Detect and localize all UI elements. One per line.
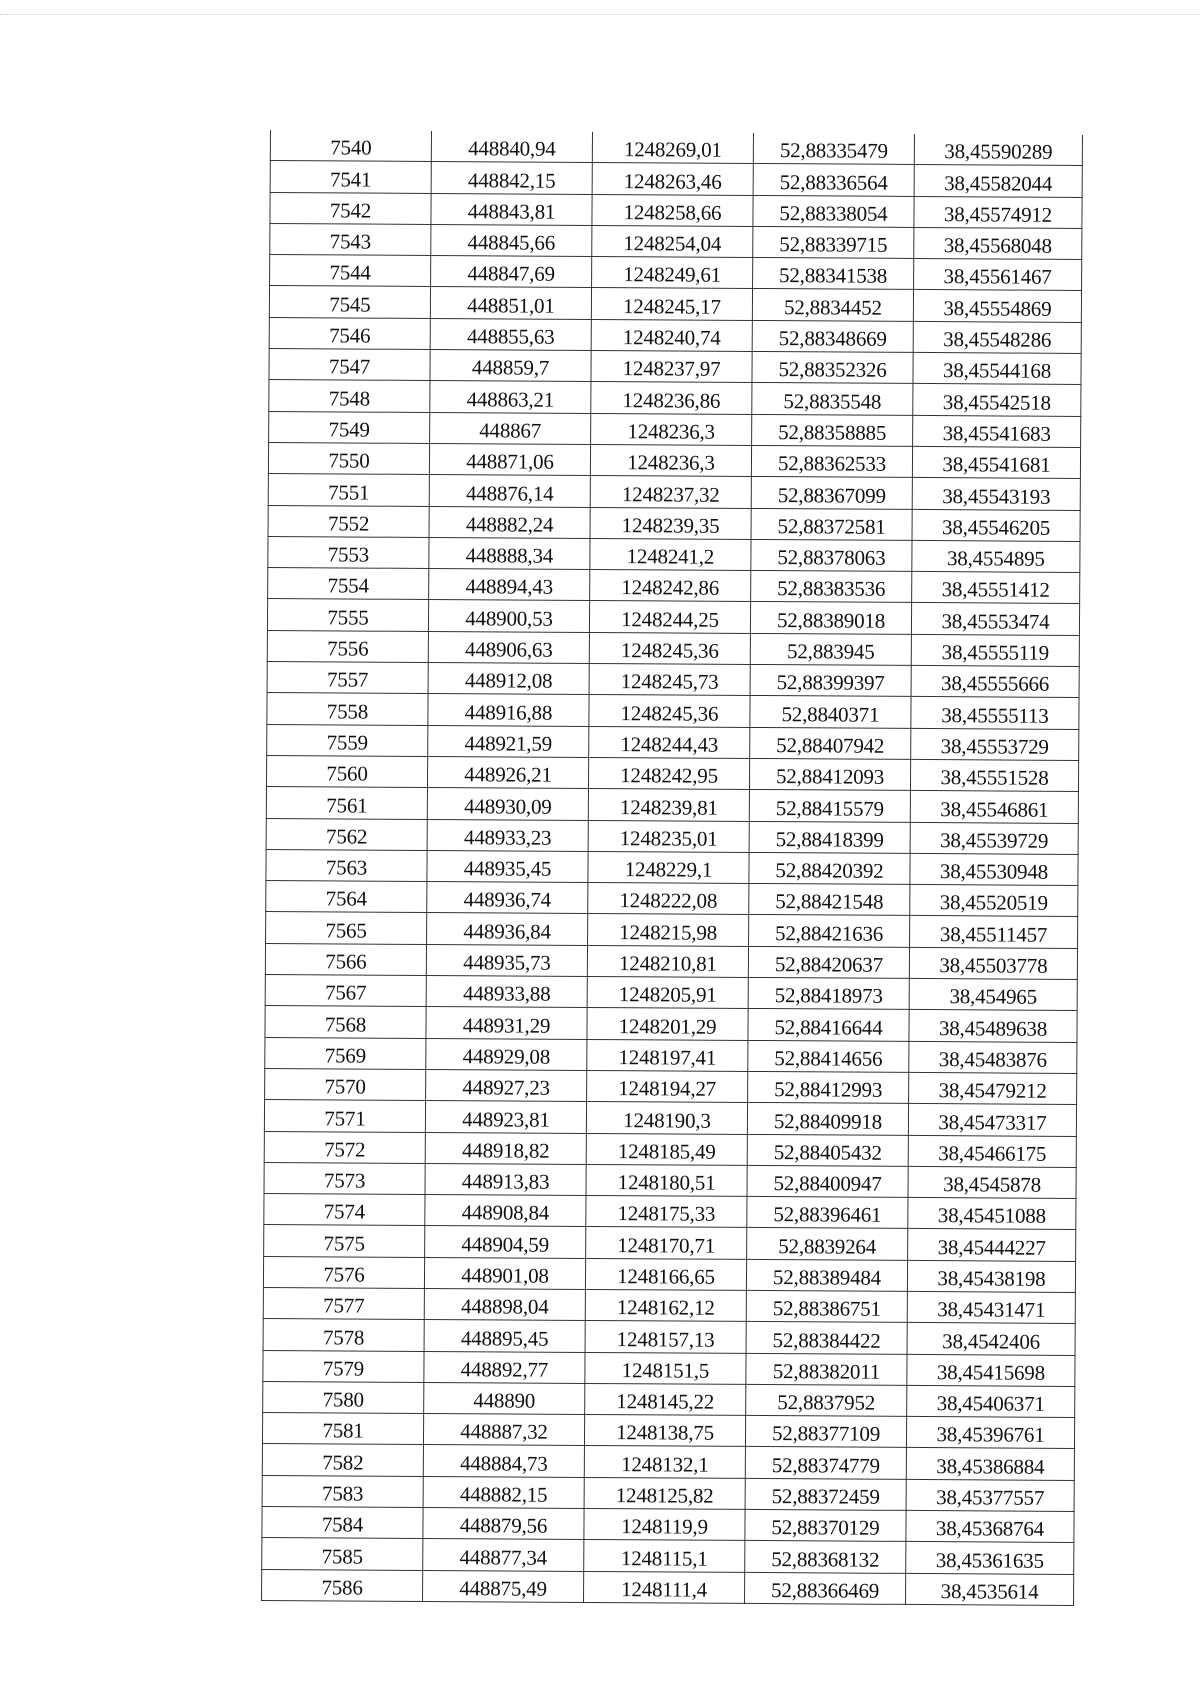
table-row [266,818,1078,854]
table-row [262,1507,1074,1543]
cell-latitude: 52,8839264 [747,1228,908,1260]
cell-latitude: 52,88384422 [746,1322,907,1354]
table-row [267,662,1079,698]
cell-latitude: 52,88383536 [751,571,912,603]
cell-latitude: 52,88377109 [745,1416,906,1448]
cell-coord-y: 1248162,12 [585,1289,746,1321]
cell-coord-y: 1248157,13 [585,1321,746,1353]
cell-longitude: 38,45503778 [909,947,1077,979]
cell-longitude: 38,45590289 [914,134,1082,166]
table-row [265,1006,1077,1042]
table-row [266,912,1078,948]
coordinates-table-body [262,130,1083,1605]
cell-coord-x: 448855,63 [430,318,591,350]
cell-point-number: 7546 [269,317,430,349]
cell-longitude: 38,45546205 [912,509,1080,541]
cell-latitude: 52,8837952 [746,1384,907,1416]
cell-point-number: 7562 [266,818,427,850]
cell-point-number: 7566 [265,943,426,975]
cell-coord-x: 448890 [424,1382,585,1414]
cell-point-number: 7560 [266,755,427,787]
table-row [270,161,1082,197]
cell-coord-y: 1248263,46 [592,163,753,195]
table-row [269,411,1081,447]
cell-latitude: 52,88372459 [745,1478,906,1510]
cell-point-number: 7543 [270,223,431,255]
table-row [266,881,1078,917]
cell-coord-y: 1248236,3 [590,444,751,476]
cell-point-number: 7550 [268,442,429,474]
cell-latitude: 52,88389484 [746,1259,907,1291]
table-row [269,349,1081,385]
table-row [263,1287,1075,1323]
cell-latitude: 52,88382011 [746,1353,907,1385]
cell-longitude: 38,45415698 [907,1354,1075,1386]
cell-coord-y: 1248132,1 [584,1446,745,1478]
cell-coord-x: 448913,83 [425,1163,586,1195]
cell-coord-y: 1248237,32 [590,476,751,508]
table-row [266,849,1078,885]
cell-latitude: 52,88348669 [752,320,913,352]
cell-latitude: 52,88370129 [745,1509,906,1541]
cell-longitude: 38,45473317 [908,1104,1076,1136]
table-row [264,1131,1076,1167]
cell-coord-y: 1248240,74 [591,319,752,351]
cell-coord-y: 1248210,81 [587,945,748,977]
cell-coord-y: 1248115,1 [584,1540,745,1572]
cell-coord-x: 448876,14 [429,475,590,507]
cell-latitude: 52,88415579 [749,790,910,822]
cell-longitude: 38,45544168 [913,353,1081,385]
cell-coord-x: 448901,08 [424,1257,585,1289]
cell-longitude: 38,45554869 [913,290,1081,322]
cell-coord-x: 448867 [430,412,591,444]
cell-point-number: 7565 [266,912,427,944]
cell-latitude: 52,8840371 [750,696,911,728]
cell-longitude: 38,45530948 [910,853,1078,885]
table-row [267,693,1079,729]
cell-coord-y: 1248258,66 [592,194,753,226]
cell-longitude: 38,45553729 [911,728,1079,760]
cell-latitude: 52,88412093 [749,758,910,790]
cell-latitude: 52,88400947 [747,1165,908,1197]
cell-coord-y: 1248245,36 [589,695,750,727]
cell-coord-y: 1248239,81 [588,789,749,821]
cell-point-number: 7564 [266,881,427,913]
cell-coord-x: 448882,15 [423,1476,584,1508]
cell-point-number: 7552 [268,505,429,537]
cell-latitude: 52,88389018 [750,602,911,634]
cell-coord-y: 1248244,25 [589,601,750,633]
cell-longitude: 38,45483876 [909,1041,1077,1073]
cell-point-number: 7580 [263,1381,424,1413]
cell-longitude: 38,45548286 [913,321,1081,353]
cell-coord-x: 448931,29 [426,1007,587,1039]
cell-point-number: 7554 [268,568,429,600]
cell-longitude: 38,45551528 [910,759,1078,791]
table-row [262,1475,1074,1511]
cell-point-number: 7575 [264,1225,425,1257]
table-row [268,474,1080,510]
cell-point-number: 7558 [267,693,428,725]
cell-coord-y: 1248215,98 [588,914,749,946]
cell-coord-x: 448927,23 [426,1069,587,1101]
table-row [264,1162,1076,1198]
cell-point-number: 7540 [270,130,431,162]
table-row [268,505,1080,541]
cell-latitude: 52,88336564 [753,164,914,196]
cell-longitude: 38,45553474 [911,603,1079,635]
cell-point-number: 7549 [269,411,430,443]
table-row [265,1037,1077,1073]
table-row [269,317,1081,353]
cell-longitude: 38,45386884 [906,1448,1074,1480]
cell-point-number: 7582 [262,1444,423,1476]
cell-latitude: 52,88405432 [747,1134,908,1166]
cell-longitude: 38,45520519 [910,885,1078,917]
cell-point-number: 7578 [263,1319,424,1351]
cell-point-number: 7577 [263,1287,424,1319]
cell-latitude: 52,88421548 [749,884,910,916]
cell-coord-y: 1248194,27 [587,1070,748,1102]
cell-coord-x: 448921,59 [428,725,589,757]
cell-coord-x: 448935,45 [427,850,588,882]
table-row [265,1068,1077,1104]
cell-longitude: 38,45555113 [911,697,1079,729]
cell-latitude: 52,88358885 [752,414,913,446]
table-row [263,1381,1075,1417]
table-row [270,255,1082,291]
cell-point-number: 7567 [265,975,426,1007]
cell-latitude: 52,8835548 [752,383,913,415]
cell-point-number: 7568 [265,1006,426,1038]
cell-coord-x: 448936,84 [427,913,588,945]
table-row [263,1350,1075,1386]
cell-longitude: 38,45542518 [913,384,1081,416]
table-row [267,724,1079,760]
cell-coord-x: 448904,59 [425,1226,586,1258]
cell-longitude: 38,454965 [909,978,1077,1010]
cell-coord-x: 448933,23 [427,819,588,851]
cell-longitude: 38,45541681 [912,446,1080,478]
cell-latitude: 52,88421636 [749,915,910,947]
table-row [263,1256,1075,1292]
cell-coord-y: 1248249,61 [592,257,753,289]
cell-latitude: 52,88412993 [748,1071,909,1103]
cell-coord-x: 448918,82 [425,1132,586,1164]
cell-point-number: 7542 [270,192,431,224]
cell-coord-y: 1248235,01 [588,820,749,852]
cell-longitude: 38,4535614 [906,1573,1074,1605]
cell-coord-x: 448912,08 [428,663,589,695]
cell-latitude: 52,88414656 [748,1040,909,1072]
cell-point-number: 7563 [266,849,427,881]
cell-coord-x: 448847,69 [431,256,592,288]
cell-coord-y: 1248245,17 [591,288,752,320]
table-row [267,599,1079,635]
cell-latitude: 52,88374779 [745,1447,906,1479]
cell-latitude: 52,88338054 [753,195,914,227]
cell-point-number: 7556 [267,630,428,662]
cell-point-number: 7553 [268,536,429,568]
cell-longitude: 38,45368764 [906,1510,1074,1542]
table-row [264,1225,1076,1261]
table-row [265,943,1077,979]
cell-coord-x: 448871,06 [429,443,590,475]
cell-coord-y: 1248236,86 [591,382,752,414]
cell-point-number: 7586 [262,1569,423,1601]
table-row [266,787,1078,823]
cell-point-number: 7547 [269,349,430,381]
cell-latitude: 52,88335479 [753,133,914,165]
cell-latitude: 52,88416644 [748,1009,909,1041]
cell-latitude: 52,88409918 [747,1103,908,1135]
table-row [269,380,1081,416]
cell-longitude: 38,45466175 [908,1135,1076,1167]
cell-point-number: 7576 [263,1256,424,1288]
cell-coord-x: 448887,32 [423,1414,584,1446]
cell-longitude: 38,45568048 [914,227,1082,259]
cell-point-number: 7551 [268,474,429,506]
cell-coord-y: 1248145,22 [585,1383,746,1415]
cell-longitude: 38,45555666 [911,665,1079,697]
cell-coord-x: 448859,7 [430,350,591,382]
cell-point-number: 7573 [264,1162,425,1194]
cell-latitude: 52,88420392 [749,852,910,884]
table-row [264,1194,1076,1230]
cell-longitude: 38,45377557 [906,1479,1074,1511]
cell-point-number: 7548 [269,380,430,412]
cell-coord-y: 1248269,01 [592,132,753,164]
table-row [262,1569,1074,1605]
cell-longitude: 38,45511457 [910,916,1078,948]
cell-coord-x: 448877,34 [423,1539,584,1571]
cell-latitude: 52,88367099 [751,477,912,509]
cell-coord-y: 1248236,3 [591,413,752,445]
cell-coord-x: 448923,81 [425,1101,586,1133]
cell-longitude: 38,45431471 [907,1291,1075,1323]
cell-coord-x: 448842,15 [431,162,592,194]
cell-longitude: 38,4554895 [912,540,1080,572]
cell-coord-y: 1248190,3 [586,1102,747,1134]
table-row [268,568,1080,604]
table-row [267,630,1079,666]
cell-point-number: 7571 [264,1100,425,1132]
cell-coord-y: 1248205,91 [587,976,748,1008]
table-row [268,442,1080,478]
cell-latitude: 52,88366469 [745,1572,906,1604]
cell-point-number: 7570 [265,1068,426,1100]
cell-coord-x: 448840,94 [431,131,592,163]
cell-coord-y: 1248241,2 [590,538,751,570]
cell-coord-y: 1248119,9 [584,1509,745,1541]
cell-coord-x: 448888,34 [429,537,590,569]
cell-latitude: 52,88341538 [753,258,914,290]
table-row [270,130,1082,166]
table-row [270,192,1082,228]
cell-coord-x: 448863,21 [430,381,591,413]
cell-coord-y: 1248242,95 [588,757,749,789]
cell-coord-y: 1248245,73 [589,664,750,696]
cell-point-number: 7569 [265,1037,426,1069]
cell-coord-y: 1248245,36 [589,632,750,664]
cell-coord-x: 448929,08 [426,1038,587,1070]
cell-longitude: 38,45543193 [912,478,1080,510]
cell-latitude: 52,8834452 [752,289,913,321]
cell-latitude: 52,88362533 [751,445,912,477]
cell-coord-y: 1248175,33 [586,1196,747,1228]
scan-top-edge [0,14,1200,15]
cell-point-number: 7561 [266,787,427,819]
cell-point-number: 7545 [269,286,430,318]
cell-coord-y: 1248197,41 [587,1039,748,1071]
cell-coord-x: 448935,73 [426,944,587,976]
cell-coord-x: 448936,74 [427,882,588,914]
cell-latitude: 52,88386751 [746,1290,907,1322]
cell-coord-y: 1248185,49 [586,1133,747,1165]
cell-latitude: 52,88339715 [753,226,914,258]
cell-coord-x: 448898,04 [424,1288,585,1320]
cell-longitude: 38,45582044 [914,165,1082,197]
cell-longitude: 38,45451088 [908,1198,1076,1230]
cell-latitude: 52,88420637 [748,946,909,978]
cell-longitude: 38,4542406 [907,1323,1075,1355]
cell-coord-y: 1248151,5 [585,1352,746,1384]
cell-longitude: 38,45551412 [912,572,1080,604]
table-row [262,1444,1074,1480]
cell-coord-x: 448908,84 [425,1195,586,1227]
cell-coord-y: 1248244,43 [589,726,750,758]
cell-latitude: 52,88396461 [747,1197,908,1229]
cell-coord-y: 1248237,97 [591,351,752,383]
cell-coord-x: 448916,88 [428,694,589,726]
cell-longitude: 38,4545878 [908,1166,1076,1198]
cell-point-number: 7585 [262,1538,423,1570]
cell-point-number: 7555 [267,599,428,631]
cell-point-number: 7574 [264,1194,425,1226]
cell-longitude: 38,45406371 [907,1385,1075,1417]
cell-point-number: 7584 [262,1507,423,1539]
cell-coord-y: 1248242,86 [590,570,751,602]
cell-longitude: 38,45444227 [908,1229,1076,1261]
cell-coord-y: 1248229,1 [588,851,749,883]
cell-coord-y: 1248125,82 [584,1477,745,1509]
cell-longitude: 38,45561467 [914,259,1082,291]
cell-coord-x: 448845,66 [431,224,592,256]
cell-coord-y: 1248180,51 [586,1164,747,1196]
table-row [263,1319,1075,1355]
cell-point-number: 7572 [264,1131,425,1163]
cell-point-number: 7559 [267,724,428,756]
cell-coord-y: 1248170,71 [586,1227,747,1259]
table-row [262,1413,1074,1449]
cell-longitude: 38,45489638 [909,1010,1077,1042]
table-row [264,1100,1076,1136]
cell-point-number: 7579 [263,1350,424,1382]
cell-coord-y: 1248111,4 [584,1571,745,1603]
cell-coord-y: 1248239,35 [590,507,751,539]
coordinates-table [261,130,1083,1606]
cell-latitude: 52,88378063 [751,539,912,571]
cell-coord-y: 1248166,65 [585,1258,746,1290]
cell-point-number: 7581 [262,1413,423,1445]
table-row [262,1538,1074,1574]
cell-coord-y: 1248201,29 [587,1008,748,1040]
cell-longitude: 38,45396761 [906,1417,1074,1449]
cell-longitude: 38,45546861 [910,791,1078,823]
cell-latitude: 52,88418973 [748,977,909,1009]
cell-latitude: 52,88407942 [750,727,911,759]
table-row [265,975,1077,1011]
cell-latitude: 52,88399397 [750,664,911,696]
cell-longitude: 38,45361635 [906,1542,1074,1574]
cell-coord-x: 448892,77 [424,1351,585,1383]
cell-coord-y: 1248254,04 [592,225,753,257]
table-row [266,755,1078,791]
table-row [268,536,1080,572]
cell-coord-x: 448933,88 [426,975,587,1007]
cell-coord-x: 448930,09 [427,788,588,820]
cell-coord-x: 448894,43 [429,569,590,601]
cell-longitude: 38,45438198 [907,1260,1075,1292]
cell-latitude: 52,88352326 [752,352,913,384]
cell-longitude: 38,45479212 [909,1072,1077,1104]
table-row [270,223,1082,259]
cell-coord-y: 1248222,08 [588,883,749,915]
cell-coord-x: 448906,63 [428,631,589,663]
cell-coord-y: 1248138,75 [584,1415,745,1447]
cell-longitude: 38,45539729 [910,822,1078,854]
cell-longitude: 38,45574912 [914,196,1082,228]
cell-point-number: 7557 [267,662,428,694]
cell-point-number: 7541 [270,161,431,193]
cell-longitude: 38,45555119 [911,634,1079,666]
table-row [269,286,1081,322]
cell-point-number: 7544 [270,255,431,287]
cell-point-number: 7583 [262,1475,423,1507]
cell-latitude: 52,88372581 [751,508,912,540]
cell-coord-x: 448895,45 [424,1320,585,1352]
cell-coord-x: 448926,21 [427,756,588,788]
cell-coord-x: 448884,73 [423,1445,584,1477]
cell-coord-x: 448875,49 [423,1570,584,1602]
cell-longitude: 38,45541683 [913,415,1081,447]
cell-coord-x: 448879,56 [423,1508,584,1540]
cell-coord-x: 448851,01 [430,287,591,319]
cell-latitude: 52,883945 [750,633,911,665]
cell-coord-x: 448843,81 [431,193,592,225]
cell-latitude: 52,88418399 [749,821,910,853]
cell-coord-x: 448882,24 [429,506,590,538]
cell-coord-x: 448900,53 [428,600,589,632]
cell-latitude: 52,88368132 [745,1541,906,1573]
